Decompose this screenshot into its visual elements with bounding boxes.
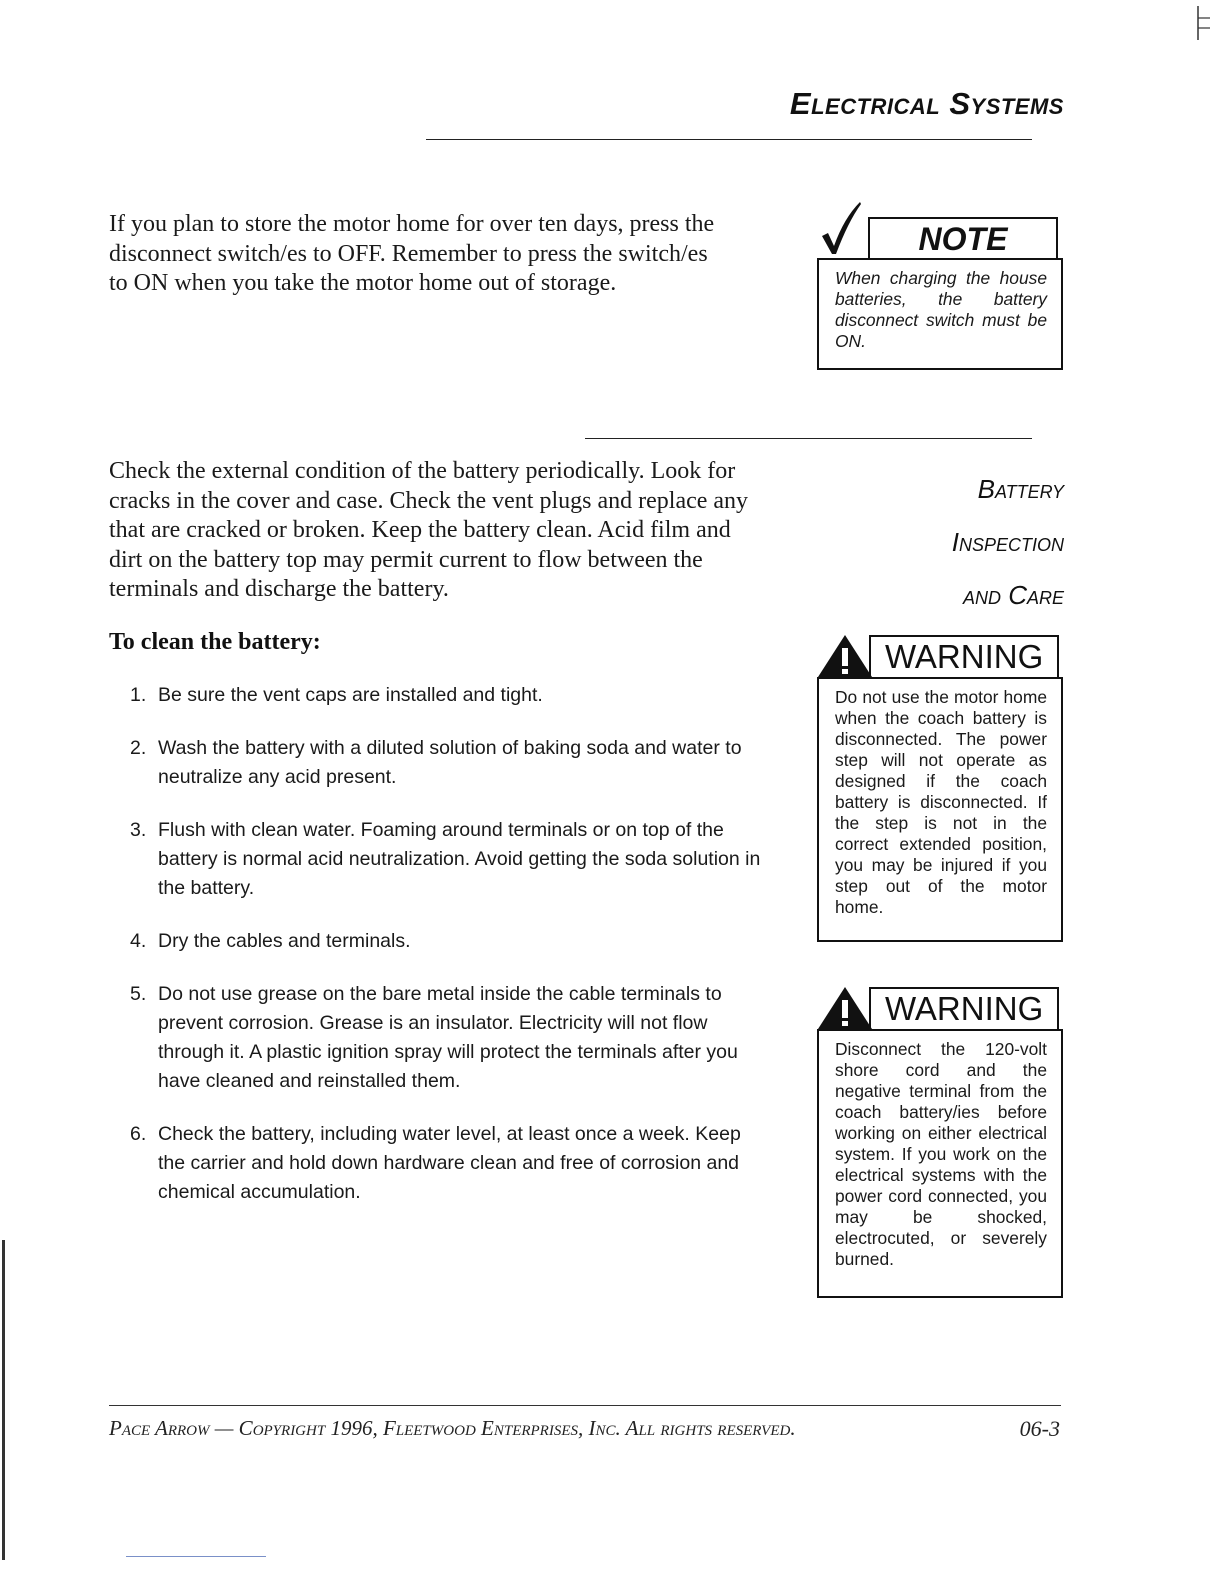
scan-mark xyxy=(1196,6,1212,40)
step-text: Flush with clean water. Foaming around terminals or on top of the battery is normal acid neutralization. Avoid getting the soda solution in the battery. xyxy=(158,819,761,899)
step-text: Wash the battery with a diluted solution of baking soda and water to neutralize any acid present. xyxy=(158,737,742,788)
step-text: Check the battery, including water level, at least once a week. Keep the carrier and hold down hardware clean and free of corrosion and chemical accumulation. xyxy=(158,1123,741,1203)
list-item xyxy=(130,816,770,903)
section-heading xyxy=(840,463,1064,622)
list-item xyxy=(130,681,770,710)
warning-callout-step xyxy=(817,677,1063,942)
list-item xyxy=(130,734,770,792)
warning-callout-electrical xyxy=(817,1029,1063,1298)
warning-header xyxy=(869,987,1059,1029)
step-text: Be sure the vent caps are installed and tight. xyxy=(158,684,543,706)
warning-text: Disconnect the 120-volt shore cord and the negative terminal from the coach battery/ies before working on either electrical system. If you work on the electrical systems with the power cord connected, you may be shocked, electrocuted, or severely burned. xyxy=(835,1039,1047,1269)
section-heading-line: and Care xyxy=(962,580,1064,610)
header-divider xyxy=(426,139,1032,140)
step-text: Do not use grease on the bare metal inside the cable terminals to prevent corrosion. Grease is an insulator. Electricity will not flow through it. A plastic ignition spray will protect the terminals after you have cleaned and reinstalled them. xyxy=(158,983,738,1092)
scan-edge-mark xyxy=(2,1240,5,1560)
storage-paragraph: If you plan to store the motor home for over ten days, press the disconnect switch/es to OFF. Remember to press the switch/es to ON when you take the motor home out of storage. xyxy=(109,211,715,296)
step-number: 6. xyxy=(130,1123,147,1145)
warning-title: WARNING xyxy=(885,638,1044,675)
footer-divider xyxy=(109,1405,1061,1406)
section-divider xyxy=(585,438,1032,439)
scan-underline xyxy=(126,1556,266,1557)
page-header-title: Electrical Systems xyxy=(789,86,1064,121)
step-number: 4. xyxy=(130,930,147,952)
footer-copyright: Pace Arrow — Copyright 1996, Fleetwood Enterprises, Inc. All rights reserved. xyxy=(109,1416,796,1440)
step-number: 2. xyxy=(130,737,147,759)
note-header xyxy=(868,217,1058,258)
warning-header xyxy=(869,635,1059,677)
list-item xyxy=(130,927,770,956)
warning-triangle-icon xyxy=(816,633,874,679)
step-text: Dry the cables and terminals. xyxy=(158,930,411,952)
section-heading-line: Battery xyxy=(977,474,1064,504)
section-heading-line: Inspection xyxy=(951,527,1064,557)
warning-text: Do not use the motor home when the coach battery is disconnected. The power step will not operate as designed if the coach battery is disconnected. If the step is not in the correct extended position, you may be injured if you step out of the motor home. xyxy=(835,687,1047,917)
list-item xyxy=(130,980,770,1096)
cleaning-steps-list xyxy=(130,681,770,1231)
clean-battery-heading: To clean the battery: xyxy=(109,629,321,655)
page-number: 06-3 xyxy=(1019,1416,1060,1441)
warning-title: WARNING xyxy=(885,990,1044,1027)
note-callout xyxy=(817,258,1063,370)
checkmark-icon xyxy=(818,200,862,256)
list-item xyxy=(130,1120,770,1207)
note-text: When charging the house batteries, the battery disconnect switch must be ON. xyxy=(835,268,1047,351)
warning-triangle-icon xyxy=(816,985,874,1031)
battery-check-paragraph: Check the external condition of the battery periodically. Look for cracks in the cover and case. Check the vent plugs and replace any that are cracked or broken. Keep the battery clean. Acid film and dirt on the battery top may permit current to flow between the terminals and discharge the battery. xyxy=(109,458,749,602)
step-number: 1. xyxy=(130,684,147,706)
step-number: 3. xyxy=(130,819,147,841)
note-title: NOTE xyxy=(918,221,1008,257)
step-number: 5. xyxy=(130,983,147,1005)
